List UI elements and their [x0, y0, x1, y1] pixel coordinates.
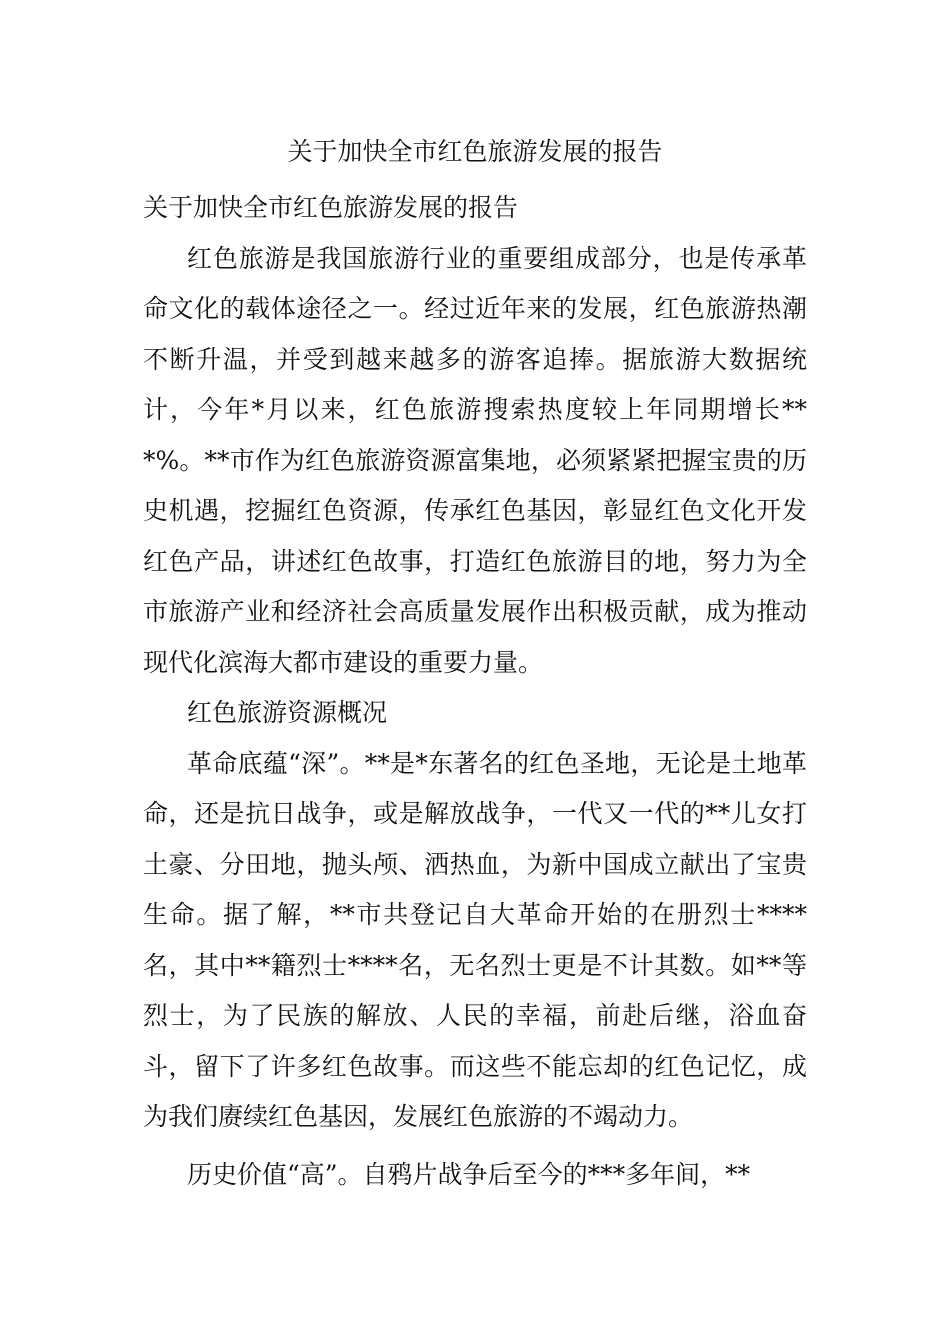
section-heading: 红色旅游资源概况: [187, 698, 388, 727]
history-paragraph: 历史价值“高”。自鸦片战争后至今的***多年间，**: [187, 1159, 751, 1189]
document-body: [143, 183, 807, 1200]
document-title: 关于加快全市红色旅游发展的报告: [287, 137, 663, 166]
intro-paragraph: 红色旅游是我国旅游行业的重要组成部分，也是传承革命文化的载体途径之一。经过近年来的发展，红色旅游热潮不断升温，并受到越来越多的游客追捧。据旅游大数据统计，今年*月以来，红色旅游搜索热度较上年同期增长***%。**市作为红色旅游资源富集地，必须紧紧把握宝贵的历史机遇，挖掘红色资源，传承红色基因，彰显红色文化开发红色产品，讲述红色故事，打造红色旅游目的地，努力为全市旅游产业和经济社会高质量发展作出积极贡献，成为推动现代化滨海大都市建设的重要力量。: [143, 243, 807, 677]
revolution-paragraph: 革命底蕴“深”。**是*东著名的红色圣地，无论是土地革命，还是抗日战争，或是解放战争，一代又一代的**儿女打土豪、分田地，抛头颅、洒热血，为新中国成立献出了宝贵生命。据了解，**市共登记自大革命开始的在册烈士****名，其中**籍烈士****名，无名烈士更是不计其数。如**等烈士，为了民族的解放、人民的幸福，前赴后继，浴血奋斗，留下了许多红色故事。而这些不能忘却的红色记忆，成为我们赓续红色基因，发展红色旅游的不竭动力。: [143, 748, 807, 1131]
document-subtitle: 关于加快全市红色旅游发展的报告: [143, 193, 519, 222]
